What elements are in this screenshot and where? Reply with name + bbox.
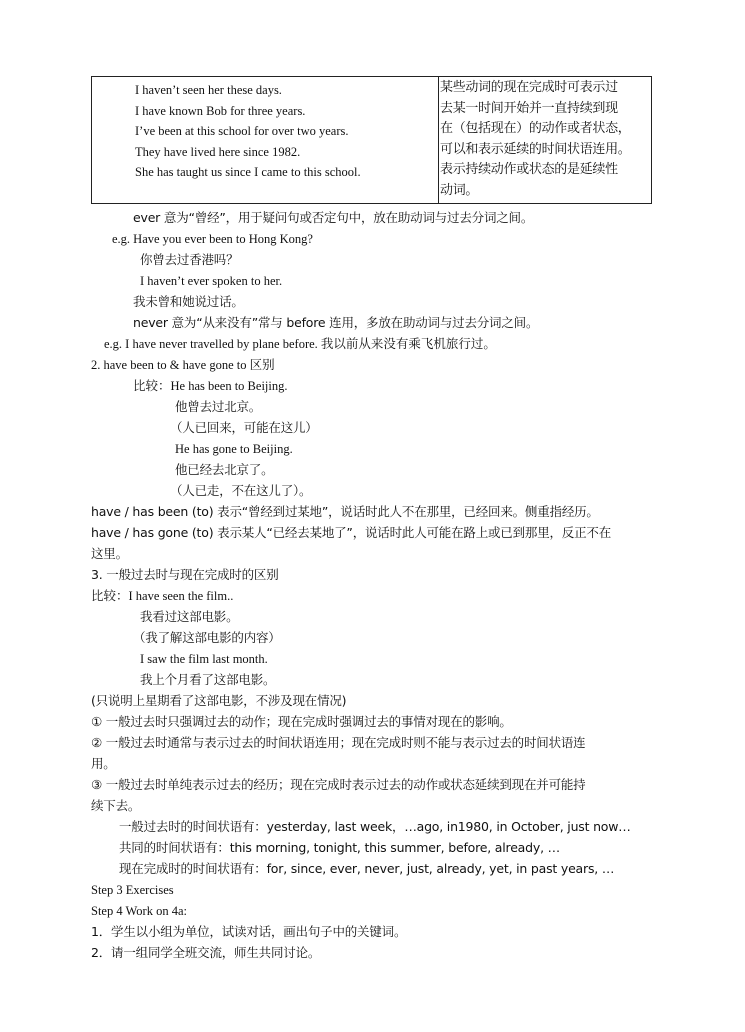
table-right-cell — [440, 78, 650, 202]
shared-adverbials: 共同的时间状语有：this morning, tonight, this summer, before, already, … — [119, 840, 560, 855]
compare-gone-cn: 他已经去北京了。 — [175, 462, 274, 477]
table-example-line: She has taught us since I came to this school. — [135, 165, 361, 180]
section-2-heading: 2. have been to & have gone to 区别 — [91, 358, 275, 372]
compare-seen-note: （我了解这部电影的内容） — [133, 630, 281, 645]
compare-saw-note: (只说明上星期看了这部电影，不涉及现在情况) — [91, 693, 347, 708]
been-to-explanation: have / has been (to) 表示“曾经到过某地”，说话时此人不在那里，已经回来。侧重指经历。 — [91, 504, 599, 519]
compare-been-note: （人已回来，可能在这儿） — [170, 420, 318, 435]
ever-explanation: ever 意为“曾经”，用于疑问句或否定句中，放在助动词与过去分词之间。 — [133, 210, 534, 225]
table-example-line: I haven’t seen her these days. — [135, 83, 282, 97]
difference-point-3: ③ 一般过去时单纯表示过去的经历；现在完成时表示过去的动作或状态延续到现在并可能持 — [91, 777, 586, 792]
table-note-line: 去某一时间开始并一直持续到现 — [440, 100, 618, 116]
step-4-heading: Step 4 Work on 4a: — [91, 904, 187, 918]
example-table — [91, 76, 652, 204]
table-divider — [438, 77, 439, 203]
section-3-heading: 3. 一般过去时与现在完成时的区别 — [91, 567, 279, 582]
compare-gone-en: He has gone to Beijing. — [175, 442, 293, 456]
compare-seen-en: 比较：I have seen the film.. — [91, 589, 234, 603]
gone-to-explanation: have / has gone (to) 表示某人“已经去某地了”，说话时此人可能在路上或已到那里，反正不在 — [91, 525, 611, 540]
table-left-cell — [135, 80, 435, 183]
ever-example2-en: I haven’t ever spoken to her. — [140, 274, 283, 288]
compare-been-cn: 他曾去过北京。 — [175, 399, 262, 414]
compare-saw-en: I saw the film last month. — [140, 652, 268, 666]
table-note-line: 动词。 — [440, 182, 479, 198]
never-example: e.g. I have never travelled by plane before. 我以前从来没有乘飞机旅行过。 — [104, 337, 496, 351]
difference-point-3-cont: 续下去。 — [91, 798, 141, 813]
difference-point-1: ① 一般过去时只强调过去的动作；现在完成时强调过去的事情对现在的影响。 — [91, 714, 512, 729]
table-example-line: I have known Bob for three years. — [135, 103, 306, 118]
table-note-line: 某些动词的现在完成时可表示过 — [440, 80, 618, 95]
step-4-item-2: 2．请一组同学全班交流，师生共同讨论。 — [91, 945, 321, 960]
never-explanation: never 意为“从来没有”常与 before 连用，多放在助动词与过去分词之间。 — [133, 315, 539, 330]
table-note-line: 在（包括现在）的动作或者状态， — [440, 121, 631, 137]
compare-seen-cn: 我看过这部电影。 — [140, 609, 239, 624]
ever-example2-cn: 我未曾和她说过话。 — [133, 294, 244, 309]
table-note-line: 可以和表示延续的时间状语连用。 — [440, 141, 631, 157]
step-4-item-1: 1．学生以小组为单位，试读对话，画出句子中的关键词。 — [91, 924, 407, 939]
table-note-line: 表示持续动作或状态的是延续性 — [440, 162, 618, 178]
gone-to-explanation-cont: 这里。 — [91, 546, 128, 561]
compare-gone-note: （人已走，不在这儿了）。 — [170, 483, 312, 498]
past-tense-adverbials: 一般过去时的时间状语有：yesterday, last week，…ago, in1980, in October, just now… — [119, 819, 631, 834]
table-example-line: They have lived here since 1982. — [135, 144, 301, 159]
present-perfect-adverbials: 现在完成时的时间状语有：for, since, ever, never, just, already, yet, in past years, … — [119, 861, 615, 876]
ever-example-en: e.g. Have you ever been to Hong Kong? — [112, 232, 313, 246]
compare-been-en: 比较：He has been to Beijing. — [133, 379, 288, 393]
difference-point-2-cont: 用。 — [91, 756, 116, 771]
difference-point-2: ② 一般过去时通常与表示过去的时间状语连用；现在完成时则不能与表示过去的时间状语连 — [91, 735, 586, 750]
compare-saw-cn: 我上个月看了这部电影。 — [140, 672, 276, 687]
table-example-line: I’ve been at this school for over two years. — [135, 124, 349, 139]
ever-example-cn: 你曾去过香港吗？ — [140, 252, 239, 267]
step-3-heading: Step 3 Exercises — [91, 883, 174, 897]
